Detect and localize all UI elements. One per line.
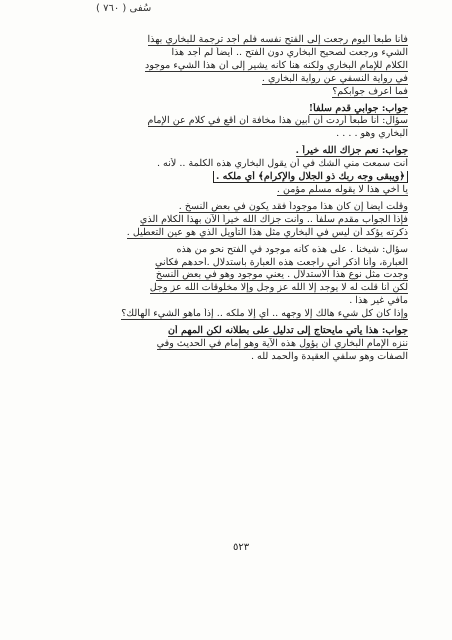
text-line-24 <box>98 351 408 364</box>
text-line-19 <box>98 282 408 295</box>
line-text: جواب: نعم جزاك الله خيراً . <box>295 145 408 157</box>
text-line-12 <box>98 184 408 197</box>
line-text: الكلام للإمام البخاري ولكنه هنا كأنه يشير إلى أن هذا الشيء موجود <box>145 59 408 71</box>
line-text: الشيء ورجعت لصحيح البخاري دون الفتح .. أيضاً لم أجد هذا <box>171 46 408 58</box>
text-line-21 <box>98 308 408 321</box>
text-line-13 <box>98 201 408 214</box>
line-text: فما أعرف جوابكم؟ <box>332 85 408 97</box>
line-text: لكن أنا قلت له لا يوجد إلا الله عز وجل وإلا مخلوقات الله عز وجل <box>149 282 408 294</box>
text-line-1 <box>98 34 408 47</box>
text-line-18 <box>98 269 408 282</box>
body-text <box>98 34 408 364</box>
text-line-5 <box>98 86 408 99</box>
question-line-1 <box>98 115 408 128</box>
text-line-4 <box>98 73 408 86</box>
line-text: سؤال: شيخنا . على هذه كأنه موجود في الفتح نحو من هذه <box>176 243 408 255</box>
quran-verse-line <box>98 171 408 184</box>
text-line-10 <box>98 158 408 171</box>
line-text: الصفات وهو سلفي العقيدة والحمد لله . <box>250 350 408 362</box>
line-text: ذكرته يؤكد أن ليس في البخاري مثل هذا التأويل الذي هو عين التعطيل . <box>126 226 408 238</box>
header-handwritten-note: سُفى ( ٧٦٠ ) <box>96 3 152 14</box>
text-line-15 <box>98 227 408 240</box>
text-line-23 <box>98 338 408 351</box>
framed-verse: ﴿ويبقى وجه ربك ذو الجلال والإكرام﴾ أي ملكه . <box>213 171 408 183</box>
answer-line-2 <box>98 145 408 158</box>
text-line-2 <box>98 47 408 60</box>
line-text: وجدت مثل نوع هذا الاستدلال . يعني موجود وهو في بعض النسخ <box>155 269 408 281</box>
page-number: ٥٢٣ <box>233 542 250 553</box>
line-text: البخاري وهو . . . . <box>336 128 408 140</box>
answer-line-3 <box>98 325 408 338</box>
line-text: مافي غير هذا . <box>349 295 408 307</box>
line-text: أنت سمعت مني الشك في أن يقول البخاري هذه الكلمة .. لأنه . <box>156 158 408 170</box>
text-line-20 <box>98 295 408 308</box>
text-line-8 <box>98 128 408 141</box>
line-text: يا أخي هذا لا يقوله مسلم مؤمن . <box>276 183 408 195</box>
line-text: وإذا كان كل شيء هالك إلا وجهه .. أي إلا ملكه .. إذاً ماهو الشيء الهالك؟ <box>121 308 408 320</box>
answer-line-1 <box>98 103 408 116</box>
line-text: سؤال: أنا طبعاً أردت أن أبين هذا مخافة أن أقع في كلام عن الإمام <box>147 115 408 127</box>
line-text: جواب: هذا يأتي مايحتاج إلى تدليل على بطلانه لكن المهم أن <box>167 325 408 337</box>
text-line-17 <box>98 257 408 270</box>
line-text: ننزه الإمام البخاري أن يؤول هذه الآية وهو إمام في الحديث وفي <box>156 337 408 349</box>
line-text: العبارة، وأنا أذكر أني راجعت هذه العبارة باستدلال .أحدهم فكأني <box>155 256 408 268</box>
line-text: فإذاً الجواب مقدم سلفاً .. وأنت جزاك الله خيراً الآن بهذا الكلام الذي <box>139 213 408 225</box>
question-line-2 <box>98 244 408 257</box>
text-line-3 <box>98 60 408 73</box>
text-line-14 <box>98 214 408 227</box>
line-text: فأنا طبعاً اليوم رجعت إلى الفتح نفسه فلم أجد ترجمة للبخاري بهذا <box>147 34 408 45</box>
line-text: في رواية النسفي عن رواية البخاري . <box>261 72 408 84</box>
line-text: وقلت أيضاً إن كان هذا موجوداً فقد يكون في بعض النسخ . <box>178 200 408 212</box>
line-text: جواب: جوابي قدم سلفاً! <box>308 102 408 114</box>
